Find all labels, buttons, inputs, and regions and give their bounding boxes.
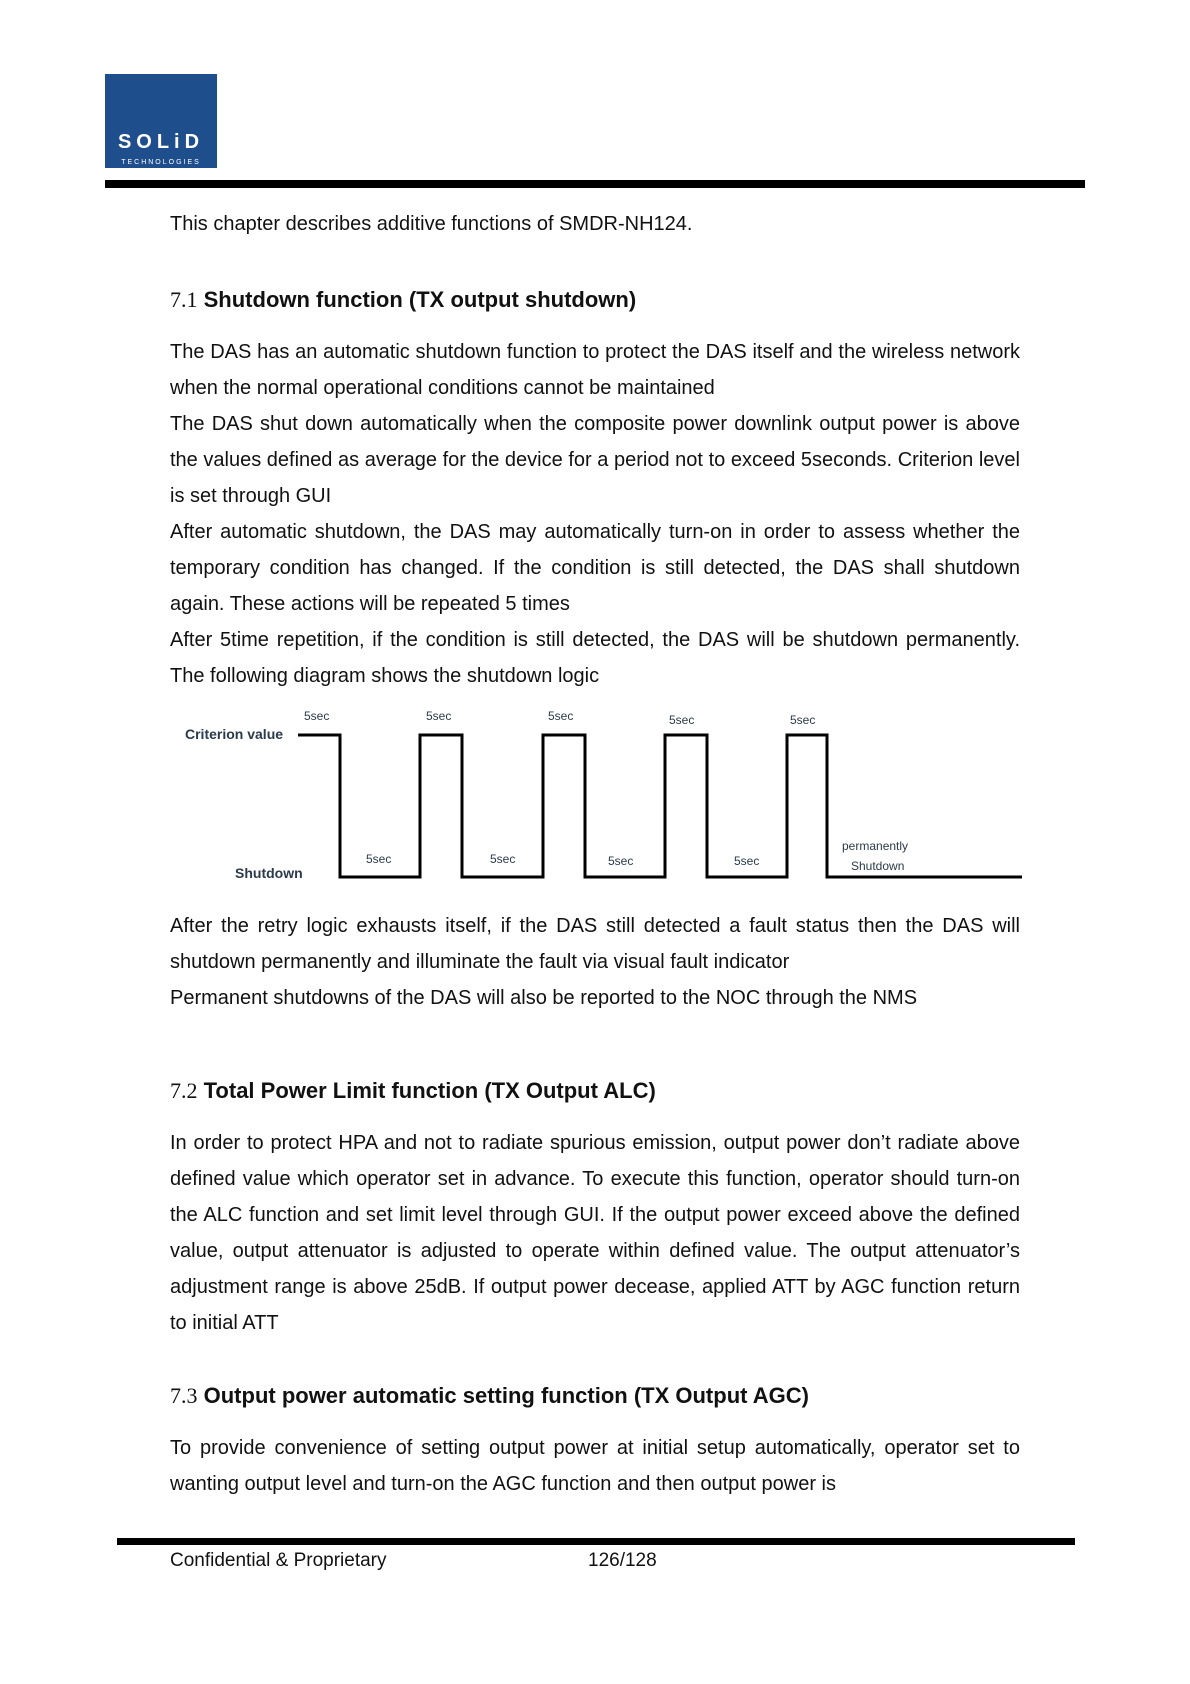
company-logo [105, 74, 217, 168]
shutdown-label: Shutdown [235, 865, 303, 881]
logo-wordmark: SOLiD [117, 131, 205, 153]
high-interval-label: 5sec [669, 713, 695, 727]
section-title: Output power automatic setting function (TX Output AGC) [203, 1383, 809, 1408]
permanent-shutdown-label: Shutdown [851, 859, 905, 873]
shutdown-waveform [298, 735, 1022, 877]
section-title: Total Power Limit function (TX Output ALC) [203, 1078, 656, 1103]
low-interval-label: 5sec [608, 854, 634, 868]
chapter-intro: This chapter describes additive functions of SMDR-NH124. [170, 213, 693, 235]
high-interval-label: 5sec [548, 709, 574, 723]
logo-subtitle: TECHNOLOGIES [121, 159, 201, 166]
paragraph: Permanent shutdowns of the DAS will also be reported to the NOC through the NMS [170, 987, 918, 1009]
criterion-label: Criterion value [185, 726, 284, 742]
paragraph: In order to protect HPA and not to radiate spurious emission, output power don’t radiate above defined value which operator set in advance. To execute this function, operator should turn-on the ALC function and set limit level through GUI. If the output power exceed above the defined value, output attenuator is adjusted to operate within defined value. The output attenuator’s adjustment range is above 25dB. If output power decease, applied ATT by AGC function return to initial ATT [170, 1132, 1020, 1334]
low-interval-label: 5sec [490, 852, 516, 866]
paragraph: The DAS shut down automatically when the composite power downlink output power is above the values defined as average for the device for a period not to exceed 5seconds. Criterion level is set through GUI [170, 413, 1020, 507]
section-7-1-body [170, 334, 1020, 694]
high-interval-label: 5sec [304, 709, 330, 723]
page-number: 126/128 [588, 1550, 657, 1571]
section-number: 7.3 [170, 1383, 198, 1408]
high-interval-label: 5sec [426, 709, 452, 723]
section-number: 7.2 [170, 1078, 198, 1103]
header-rule [105, 180, 1085, 188]
high-interval-label: 5sec [790, 713, 816, 727]
paragraph: After automatic shutdown, the DAS may automatically turn-on in order to assess whether the temporary condition has changed. If the condition is still detected, the DAS shall shutdown again. These actions will be repeated 5 times [170, 521, 1020, 615]
low-interval-label: 5sec [366, 852, 392, 866]
footer-confidential: Confidential & Proprietary [170, 1550, 387, 1571]
paragraph: After 5time repetition, if the condition is still detected, the DAS will be shutdown permanently. The following diagram shows the shutdown logic [170, 629, 1020, 687]
permanent-label: permanently [842, 839, 909, 853]
section-7-3-body [170, 1430, 1020, 1502]
paragraph: After the retry logic exhausts itself, if the DAS still detected a fault status then the DAS will shutdown permanently and illuminate the fault via visual fault indicator [170, 915, 1020, 973]
section-heading-7-3 [170, 1383, 809, 1409]
footer-rule [117, 1538, 1075, 1545]
section-number: 7.1 [170, 287, 198, 312]
section-7-1-after [170, 908, 1020, 1016]
section-7-2-body [170, 1125, 1020, 1341]
section-title: Shutdown function (TX output shutdown) [203, 287, 637, 312]
shutdown-logic-diagram [170, 700, 1030, 890]
section-heading-7-1 [170, 287, 636, 313]
paragraph: The DAS has an automatic shutdown function to protect the DAS itself and the wireless network when the normal operational conditions cannot be maintained [170, 341, 1020, 399]
section-heading-7-2 [170, 1078, 656, 1104]
low-interval-label: 5sec [734, 854, 760, 868]
paragraph: To provide convenience of setting output power at initial setup automatically, operator set to wanting output level and turn-on the AGC function and then output power is [170, 1437, 1020, 1495]
